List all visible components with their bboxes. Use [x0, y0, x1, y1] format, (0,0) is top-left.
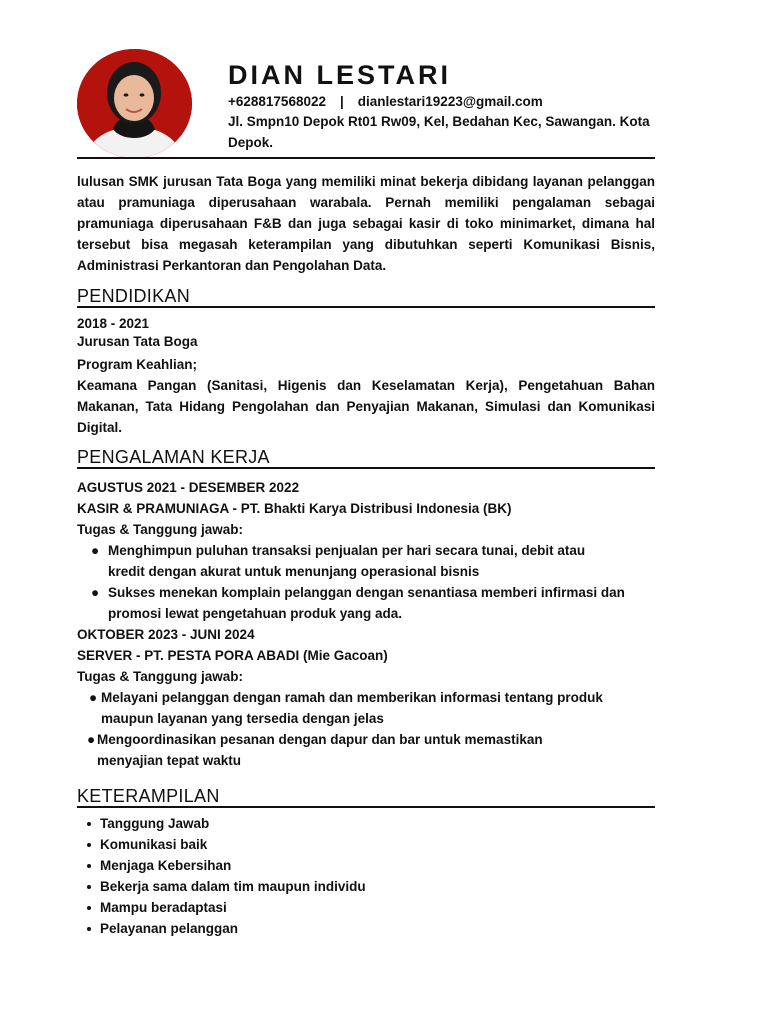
skills-section	[77, 813, 655, 939]
job-role: KASIR & PRAMUNIAGA - PT. Bhakti Karya Distribusi Indonesia (BK)	[77, 501, 512, 516]
skill-item	[77, 855, 655, 876]
bullet-icon	[87, 864, 91, 868]
bullet-icon	[87, 822, 91, 826]
skill-text: Menjaga Kebersihan	[100, 858, 232, 873]
education-program-label: Program Keahlian;	[77, 357, 198, 372]
email-address: dianlestari19223@gmail.com	[357, 94, 543, 109]
skills-divider	[77, 806, 655, 808]
job-role: SERVER - PT. PESTA PORA ABADI (Mie Gacoan)	[77, 648, 388, 663]
education-major: Jurusan Tata Boga	[77, 334, 198, 349]
education-heading: PENDIDIKAN	[77, 286, 191, 306]
skill-text: Mampu beradaptasi	[100, 900, 227, 915]
bullet-icon: ●	[89, 690, 98, 705]
bullet-icon	[87, 885, 91, 889]
profile-photo	[77, 49, 192, 158]
job-duty-text: Menghimpun puluhan transaksi penjualan per hari secara tunai, debit atau kredit dengan akurat untuk menunjang operasional bisnis	[108, 543, 586, 579]
skill-item	[77, 876, 655, 897]
bullet-icon: ●	[91, 585, 100, 600]
skill-item	[77, 897, 655, 918]
job-duty-item	[77, 540, 618, 582]
education-program-detail: Keamana Pangan (Sanitasi, Higenis dan Keselamatan Kerja), Pengetahuan Bahan Makanan, Tata Hidang Pengolahan dan Penyajian Makanan, Simulasi dan Komunikasi Digital.	[77, 378, 655, 435]
job-duty-item	[77, 729, 597, 771]
education-period: 2018 - 2021	[77, 316, 150, 331]
bullet-icon: ●	[91, 543, 100, 558]
skills-heading: KETERAMPILAN	[77, 786, 220, 806]
education-divider	[77, 306, 655, 308]
skill-text: Pelayanan pelanggan	[100, 921, 239, 936]
skill-text: Tanggung Jawab	[100, 816, 210, 831]
skill-text: Komunikasi baik	[100, 837, 208, 852]
bullet-icon	[87, 927, 91, 931]
experience-heading: PENGALAMAN KERJA	[77, 447, 270, 467]
skill-text: Bekerja sama dalam tim maupun individu	[100, 879, 366, 894]
job-duty-text: Melayani pelanggan dengan ramah dan memberikan informasi tentang produk maupun layanan yang tersedia dengan jelas	[101, 690, 603, 726]
job-period: OKTOBER 2023 - JUNI 2024	[77, 627, 255, 642]
bullet-icon: ●	[87, 732, 96, 747]
education-section	[77, 314, 655, 438]
job-duties-label: Tugas & Tanggung jawab:	[77, 522, 243, 537]
job-duty-text: Sukses menekan komplain pelanggan dengan senantiasa memberi infirmasi dan promosi lewat pengetahuan produk yang ada.	[108, 585, 625, 621]
job-duties-label: Tugas & Tanggung jawab:	[77, 669, 243, 684]
job-period: AGUSTUS 2021 - DESEMBER 2022	[77, 480, 300, 495]
profile-summary: lulusan SMK jurusan Tata Boga yang memiliki minat bekerja dibidang layanan pelanggan atau pramuniaga diperusahaan warabala. Pernah memiliki pengalaman sebagai pramuniaga diperusahaan F&B dan juga sebagai kasir di toko minimarket, dimana hal tersebut bisa megasah keterampilan yang dibutuhkan seperti Komunikasi Bisnis, Administrasi Perkantoran dan Pengolahan Data.	[77, 174, 655, 273]
skill-item	[77, 813, 655, 834]
experience-divider	[77, 467, 655, 469]
skills-list	[77, 813, 655, 939]
skill-item	[77, 918, 655, 939]
skill-item	[77, 834, 655, 855]
bullet-icon	[87, 843, 91, 847]
header-divider	[77, 157, 655, 159]
phone-number: +628817568022	[228, 94, 326, 109]
experience-section	[77, 477, 655, 771]
contact-line	[228, 94, 543, 109]
job-duty-item	[77, 582, 628, 624]
contact-separator: |	[339, 94, 344, 109]
candidate-name: DIAN LESTARI	[228, 60, 451, 90]
job-duty-item	[77, 687, 641, 729]
bullet-icon	[87, 906, 91, 910]
job-duty-text: Mengoordinasikan pesanan dengan dapur dan bar untuk memastikan menyajian tepat waktu	[97, 732, 543, 768]
home-address: Jl. Smpn10 Depok Rt01 Rw09, Kel, Bedahan Kec, Sawangan. Kota Depok.	[228, 114, 650, 150]
